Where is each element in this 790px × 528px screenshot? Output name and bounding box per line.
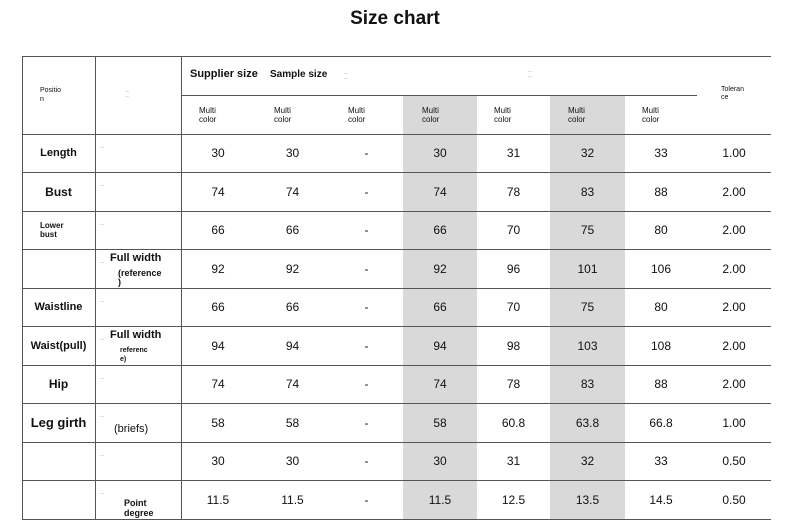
tolerance-cell: 2.00 [722,377,746,391]
table-cell: 80 [654,300,668,314]
faint-text-mark: — [100,375,104,380]
column-label-7: Multi color [642,106,660,124]
row-label: Waist(pull) [30,339,87,352]
row-divider [22,172,771,173]
table-cell: 30 [211,146,225,160]
table-cell: 66 [433,223,447,237]
table-cell: 66.8 [649,415,673,430]
faint-text-mark: — [100,221,104,226]
table-cell: 94 [211,338,225,353]
table-cell: 80 [654,223,668,237]
row-divider [22,326,771,327]
table-cell: 58 [285,415,300,430]
table-cell: 78 [506,184,521,199]
table-cell: - [364,454,369,468]
row-divider [22,211,771,212]
table-cell: 88 [654,377,668,391]
table-cell: 60.8 [501,415,526,430]
table-cell: - [364,377,369,391]
table-cell: 14.5 [649,492,673,507]
header-sample-size: Sample size [270,69,328,80]
table-cell: 58 [433,415,447,430]
row-divider [22,134,771,135]
table-cell: 66 [433,300,447,314]
row-sub-label: (briefs) [114,422,149,435]
table-cell: 75 [580,300,595,314]
table-cell: 83 [580,184,595,199]
row-sub-label: Point degree [124,498,154,518]
faint-text-mark: — [100,182,104,187]
page-title: Size chart [350,8,440,29]
table-cell: 66 [211,223,225,237]
header-position: Positio n [40,87,62,103]
tolerance-cell: 2.00 [722,223,746,237]
table-cell: 58 [211,415,225,430]
tolerance-cell: 1.00 [722,415,746,430]
row-divider [22,249,771,250]
faint-text-mark: — [100,259,104,264]
row-label: Hip [48,377,69,391]
row-divider [22,403,771,404]
table-cell: 33 [654,146,668,160]
row-sub-label-2: referenc e) [120,347,148,363]
table-cell: 63.8 [575,415,600,430]
table-cell: - [364,415,369,430]
faint-text-mark: — [100,298,104,303]
header-divider [181,95,697,96]
faint-text-mark: — [100,452,104,457]
table-cell: 83 [580,377,595,391]
row-sub-label-2: (reference ) [118,268,162,287]
table-cell: 13.5 [575,492,600,507]
faint-text-mark: — [100,490,104,495]
table-cell: 33 [654,454,668,468]
table-border-left [22,56,23,519]
column-label-3: Multi color [348,106,366,124]
table-cell: 66 [211,300,225,314]
column-divider [181,56,182,519]
table-cell: 30 [285,146,300,160]
faint-text-mark: — [100,413,104,418]
row-divider [22,365,771,366]
table-cell: 98 [506,338,521,353]
table-cell: 66 [285,300,300,314]
row-divider [22,442,771,443]
row-label: Length [40,147,77,159]
table-cell: 74 [285,377,300,391]
table-cell: 88 [654,184,668,199]
tolerance-cell: 0.50 [722,454,746,468]
faint-text-mark: — — [528,68,532,78]
table-cell: 31 [506,146,521,160]
row-label: Waistline [34,301,83,313]
table-cell: 96 [506,261,521,276]
table-cell: 92 [211,261,225,276]
column-label-1: Multi color [199,106,217,124]
row-sub-label: Full width [110,329,162,341]
table-cell: 11.5 [281,492,304,507]
table-cell: 70 [506,223,521,237]
column-label-6: Multi color [568,106,586,124]
header-tolerance: Toleran ce [721,86,744,101]
column-label-2: Multi color [274,106,292,124]
table-cell: 74 [285,184,300,199]
faint-text-mark: — [100,144,104,149]
row-sub-label: Full width [110,252,162,264]
tolerance-cell: 0.50 [722,492,746,507]
row-divider [22,519,771,520]
table-cell: 101 [577,261,598,276]
table-cell: 30 [433,454,447,468]
faint-text-mark: — [100,336,104,341]
row-label: Bust [45,184,72,199]
table-cell: 108 [650,338,672,353]
row-divider [22,288,771,289]
row-divider [22,480,771,481]
faint-text-mark: — — [125,88,129,98]
table-border-top [22,56,771,57]
row-label: Lower bust [40,221,64,239]
table-cell: - [364,184,369,199]
tolerance-cell: 2.00 [722,184,746,199]
column-divider [95,56,96,519]
table-cell: 30 [211,454,225,468]
column-label-4: Multi color [422,106,440,124]
header-supplier-size: Supplier size [190,68,258,80]
table-cell: 66 [285,223,300,237]
table-cell: 32 [580,454,595,468]
table-cell: 11.5 [206,492,230,507]
table-cell: 30 [285,454,300,468]
table-cell: 70 [506,300,521,314]
table-cell: 78 [506,377,521,391]
table-cell: - [364,261,369,276]
table-cell: 31 [506,454,521,468]
table-cell: 103 [577,338,598,353]
faint-text-mark: — — [344,70,348,80]
table-cell: 30 [433,146,447,160]
table-cell: 32 [580,146,595,160]
table-cell: - [364,223,369,237]
table-cell: 74 [211,377,225,391]
table-cell: 12.5 [501,492,526,507]
table-cell: 11.5 [428,492,452,507]
tolerance-cell: 2.00 [722,338,746,353]
tolerance-cell: 2.00 [722,300,746,314]
table-cell: 92 [285,261,300,276]
table-cell: - [364,300,369,314]
row-label: Leg girth [30,414,87,430]
table-cell: - [364,492,369,507]
tolerance-cell: 2.00 [722,261,746,276]
table-cell: 74 [433,377,447,391]
table-cell: 106 [650,261,672,276]
table-cell: 74 [433,184,447,199]
table-cell: 94 [285,338,300,353]
table-cell: 92 [433,261,447,276]
table-cell: 75 [580,223,595,237]
tolerance-cell: 1.00 [722,146,746,160]
table-cell: - [364,338,369,353]
table-cell: - [364,146,369,160]
table-cell: 74 [211,184,225,199]
column-label-5: Multi color [494,106,512,124]
table-cell: 94 [433,338,447,353]
